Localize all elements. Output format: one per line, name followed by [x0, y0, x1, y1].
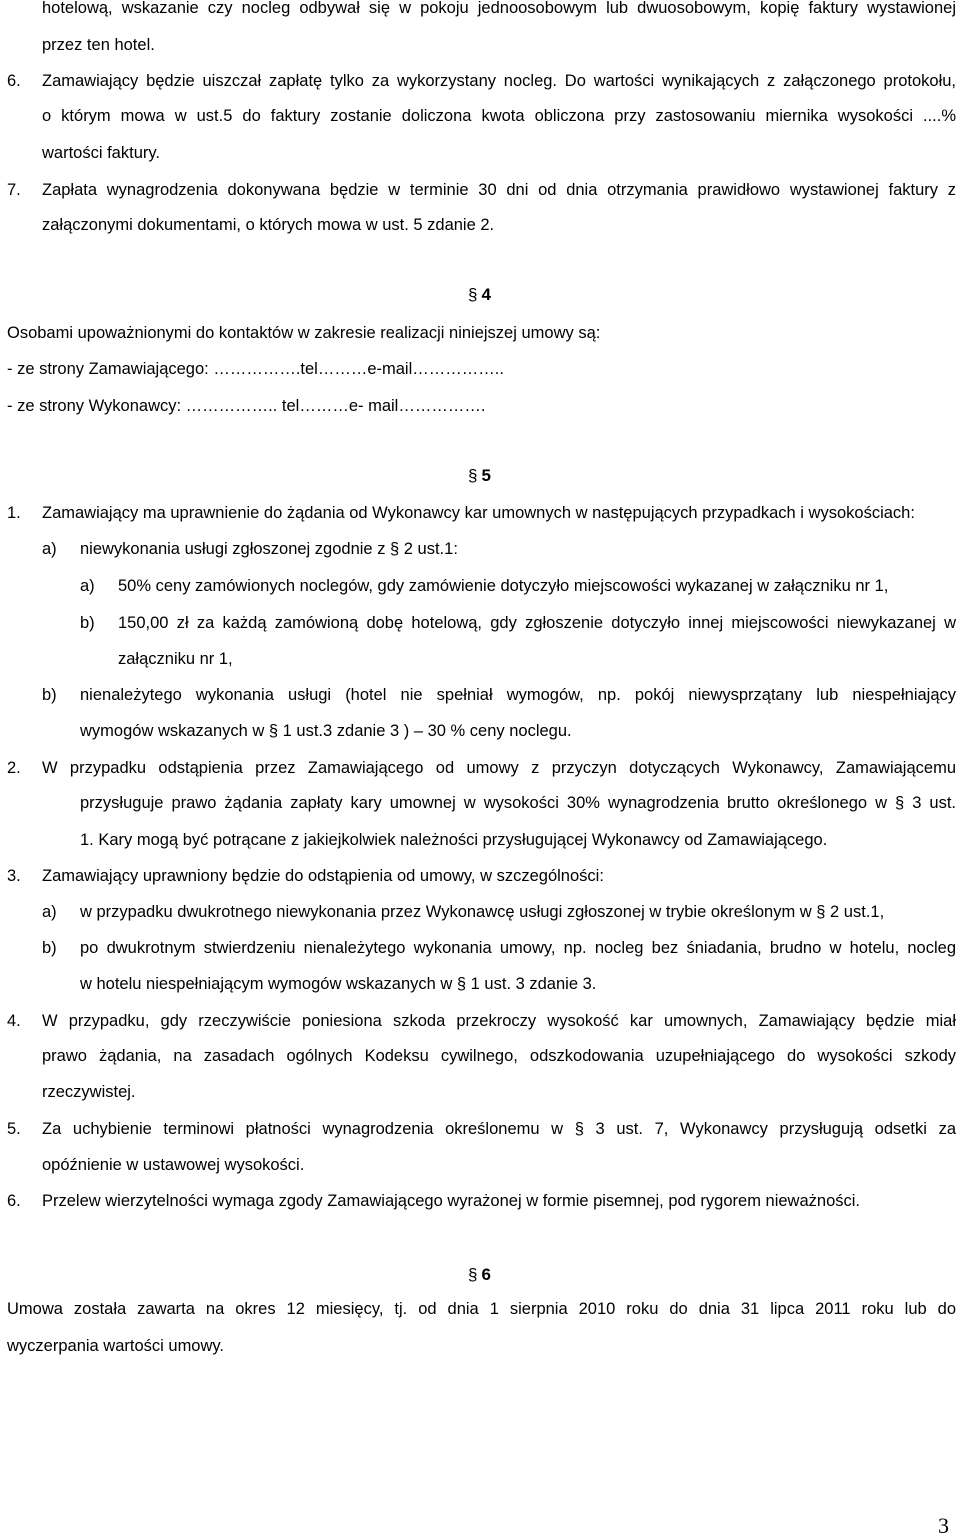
item-letter: b)	[80, 614, 95, 632]
text-line: rzeczywistej.	[42, 1083, 136, 1101]
section-number: 5	[481, 466, 491, 485]
text-line: Zamawiający będzie uiszczał zapłatę tylko za wykorzystany nocleg. Do wartości wynikających z załączonego protokołu,	[42, 72, 956, 90]
text-line: Osobami upoważnionymi do kontaktów w zakresie realizacji niniejszej umowy są:	[7, 324, 601, 342]
section-sign: §	[468, 466, 478, 485]
item-number: 5.	[7, 1120, 21, 1138]
text-line: Przelew wierzytelności wymaga zgody Zamawiającego wyrażonej w formie pisemnej, pod rygorem nieważności.	[42, 1192, 860, 1210]
text-line: 50% ceny zamówionych noclegów, gdy zamówienie dotyczyło miejscowości wykazanej w załączniku nr 1,	[118, 577, 889, 595]
item-letter: a)	[42, 540, 57, 558]
item-letter: b)	[42, 686, 57, 704]
text-line: Umowa została zawarta na okres 12 miesięcy, tj. od dnia 1 sierpnia 2010 roku do dnia 31 lipca 2011 roku lub do	[7, 1300, 956, 1318]
item-letter: a)	[42, 903, 57, 921]
text-line: przysługuje prawo żądania zapłaty kary umownej w wysokości 30% wynagrodzenia brutto określonego w § 3 ust.	[80, 794, 956, 812]
item-number: 6.	[7, 72, 21, 90]
text-line: 1. Kary mogą być potrącane z jakiejkolwiek należności przysługującej Wykonawcy od Zamawiającego.	[80, 831, 828, 849]
text-line: w hotelu niespełniającym wymogów wskazanych w § 1 ust. 3 zdanie 3.	[80, 975, 597, 993]
text-line: o którym mowa w ust.5 do faktury zostanie doliczona kwota obliczona przy zastosowaniu miernika wysokości ....%	[42, 107, 956, 125]
item-number: 1.	[7, 504, 21, 522]
item-letter: a)	[80, 577, 95, 595]
section-heading-5	[468, 465, 491, 487]
text-line: przez ten hotel.	[42, 36, 155, 54]
text-line: załączonymi dokumentami, o których mowa w ust. 5 zdanie 2.	[42, 216, 495, 234]
text-line: niewykonania usługi zgłoszonej zgodnie z § 2 ust.1:	[80, 540, 458, 558]
item-number: 3.	[7, 867, 21, 885]
text-line: Zamawiający uprawniony będzie do odstąpienia od umowy, w szczególności:	[42, 867, 604, 885]
text-line: w przypadku dwukrotnego niewykonania przez Wykonawcę usługi zgłoszonej w trybie określonym w § 2 ust.1,	[80, 903, 885, 921]
text-line: wyczerpania wartości umowy.	[7, 1337, 225, 1355]
text-line: W przypadku, gdy rzeczywiście poniesiona szkoda przekroczy wysokość kar umownych, Zamawiający będzie miał	[42, 1012, 956, 1030]
text-line: po dwukrotnym stwierdzeniu nienależytego wykonania umowy, np. nocleg bez śniadania, brudno w hotelu, nocleg	[80, 939, 956, 957]
section-sign: §	[468, 1265, 478, 1284]
item-number: 7.	[7, 181, 21, 199]
section-heading-6	[468, 1264, 491, 1286]
item-number: 4.	[7, 1012, 21, 1030]
page-number: 3	[938, 1513, 949, 1538]
text-line: wymogów wskazanych w § 1 ust.3 zdanie 3 ) – 30 % ceny noclegu.	[80, 722, 572, 740]
item-number: 6.	[7, 1192, 21, 1210]
item-number: 2.	[7, 759, 21, 777]
text-line: Zapłata wynagrodzenia dokonywana będzie w terminie 30 dni od dnia otrzymania prawidłowo wystawionej faktury z	[42, 181, 956, 199]
contact-line: - ze strony Zamawiającego: …………….tel………e-mail……………..	[7, 360, 504, 378]
item-letter: b)	[42, 939, 57, 957]
section-sign: §	[468, 285, 478, 304]
text-line: wartości faktury.	[42, 144, 160, 162]
text-line: Za uchybienie terminowi płatności wynagrodzenia określonemu w § 3 ust. 7, Wykonawcy przysługują odsetki za	[42, 1120, 956, 1138]
text-line: W przypadku odstąpienia przez Zamawiającego od umowy z przyczyn dotyczących Wykonawcy, Zamawiającemu	[42, 759, 956, 777]
text-line: załączniku nr 1,	[118, 650, 233, 668]
text-line: prawo żądania, na zasadach ogólnych Kodeksu cywilnego, odszkodowania uzupełniającego do wysokości szkody	[42, 1047, 956, 1065]
section-number: 6	[481, 1265, 491, 1284]
text-line: opóźnienie w ustawowej wysokości.	[42, 1156, 305, 1174]
text-line: nienależytego wykonania usługi (hotel nie spełniał wymogów, np. pokój niewysprzątany lub niespełniający	[80, 686, 956, 704]
text-line: hotelową, wskazanie czy nocleg odbywał się w pokoju jednoosobowym lub dwuosobowym, kopię faktury wystawionej	[42, 0, 956, 17]
section-number: 4	[481, 285, 491, 304]
section-heading-4	[468, 284, 491, 306]
contact-line: - ze strony Wykonawcy: …………….. tel………e- mail…………….	[7, 397, 486, 415]
text-line: Zamawiający ma uprawnienie do żądania od Wykonawcy kar umownych w następujących przypadkach i wysokościach:	[42, 504, 915, 522]
text-line: 150,00 zł za każdą zamówioną dobę hotelową, gdy zgłoszenie dotyczyło innej miejscowości niewykazanej w	[118, 614, 956, 632]
